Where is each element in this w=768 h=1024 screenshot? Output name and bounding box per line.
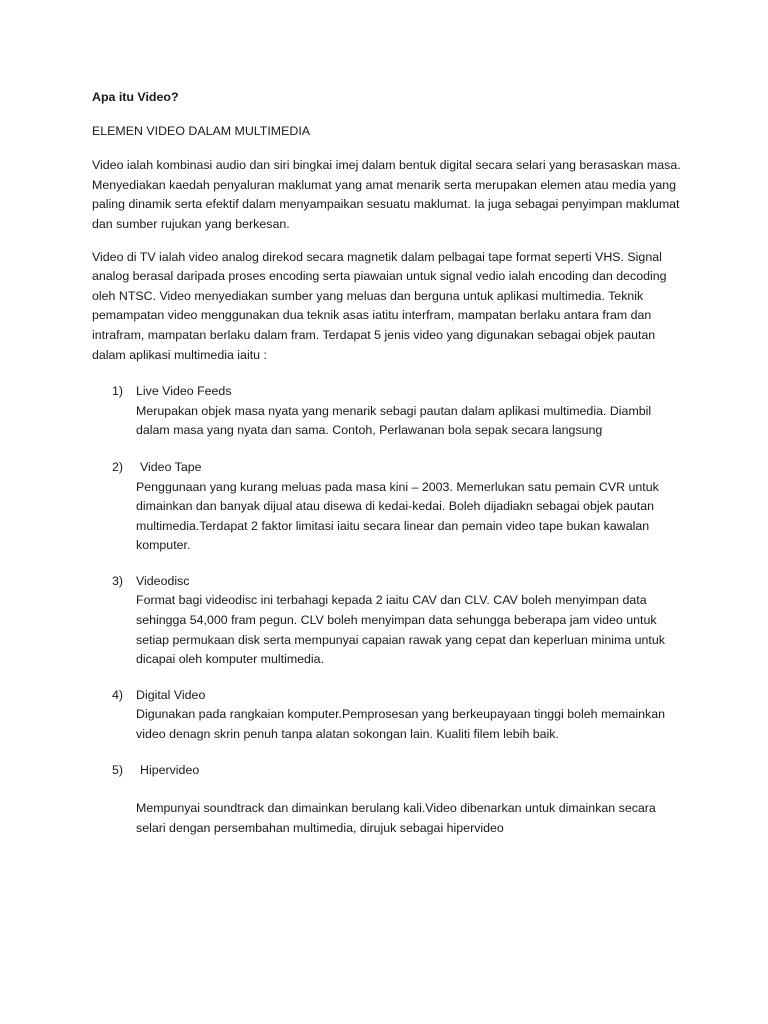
list-item-digital-video — [92, 686, 682, 745]
document-body — [92, 88, 682, 838]
list-item-description: Merupakan objek masa nyata yang menarik sebagi pautan dalam aplikasi multimedia. Diambil dalam masa yang nyata dan sama. Contoh, Perlawanan bola sepak secara langsung — [136, 403, 652, 438]
section-heading: ELEMEN VIDEO DALAM MULTIMEDIA — [92, 123, 311, 138]
list-item-label: Digital Video — [136, 687, 206, 702]
list-item-description: Penggunaan yang kurang meluas pada masa kini – 2003. Memerlukan satu pemain CVR untuk dimainkan dan banyak dijual atau disewa di kedai-kedai. Boleh dijadiakn sebagai objek pautan multimedia.Terdapat 2 faktor limitasi iaitu secara linear dan pemain video tape bukan kawalan komputer. — [136, 479, 659, 553]
list-item-label: Video Tape — [140, 459, 202, 474]
list-item-hipervideo — [92, 761, 682, 839]
list-item-description: Digunakan pada rangkaian komputer.Pemprosesan yang berkeupayaan tinggi boleh memainkan video denagn skrin penuh tanpa alatan sokongan lain. Kualiti filem lebih baik. — [136, 707, 666, 742]
video-types-list — [92, 382, 682, 838]
intro-paragraph: Video ialah kombinasi audio dan siri bingkai imej dalam bentuk digital secara selari yang berasaskan masa. Menyediakan kaedah penyaluran maklumat yang amat menarik serta merupakan elemen atau media yang paling dinamik serta efektif dalam menyampaikan sesuatu maklumat. Ia juga sebagai penyimpan maklumat dan sumber rujukan yang berkesan. — [92, 158, 681, 231]
list-item-label: Live Video Feeds — [136, 384, 232, 399]
list-item-video-tape — [92, 458, 682, 556]
list-item-videodisc — [92, 572, 682, 670]
list-item-description: Mempunyai soundtrack dan dimainkan berulang kali.Video dibenarkan untuk dimainkan secara selari dengan persembahan multimedia, dirujuk sebagai hipervideo — [136, 801, 656, 835]
list-item-live-video-feeds — [92, 382, 682, 441]
document-title: Apa itu Video? — [92, 90, 179, 104]
list-item-number: 3) — [112, 573, 124, 588]
list-item-number: 4) — [112, 687, 124, 702]
list-item-description: Format bagi videodisc ini terbahagi kepada 2 iaitu CAV dan CLV. CAV boleh menyimpan data sehingga 54,000 fram pegun. CLV boleh menyimpan data sehungga beberapa jam video untuk setiap permukaan disk serta mempunyai capaian rawak yang cepat dan keperluan minima untuk dicapai oleh komputer multimedia. — [136, 593, 665, 667]
list-item-number: 5) — [112, 762, 124, 777]
video-tv-paragraph: Video di TV ialah video analog direkod secara magnetik dalam pelbagai tape format seperti VHS. Signal analog berasal daripada proses encoding serta piawaian untuk signal vedio ialah encoding dan decoding oleh NTSC. Video menyediakan sumber yang meluas dan berguna untuk aplikasi multimedia. Teknik pemampatan video menggunakan dua teknik asas iatitu interfram, mampatan berlaku antara fram dan intrafram, mampatan berlaku dalam fram. Terdapat 5 jenis video yang digunakan sebagai objek pautan dalam aplikasi multimedia iaitu : — [92, 249, 667, 362]
list-item-label: Videodisc — [136, 573, 190, 588]
list-item-number: 1) — [112, 384, 124, 399]
list-item-number: 2) — [112, 459, 124, 474]
list-item-label: Hipervideo — [140, 762, 200, 777]
